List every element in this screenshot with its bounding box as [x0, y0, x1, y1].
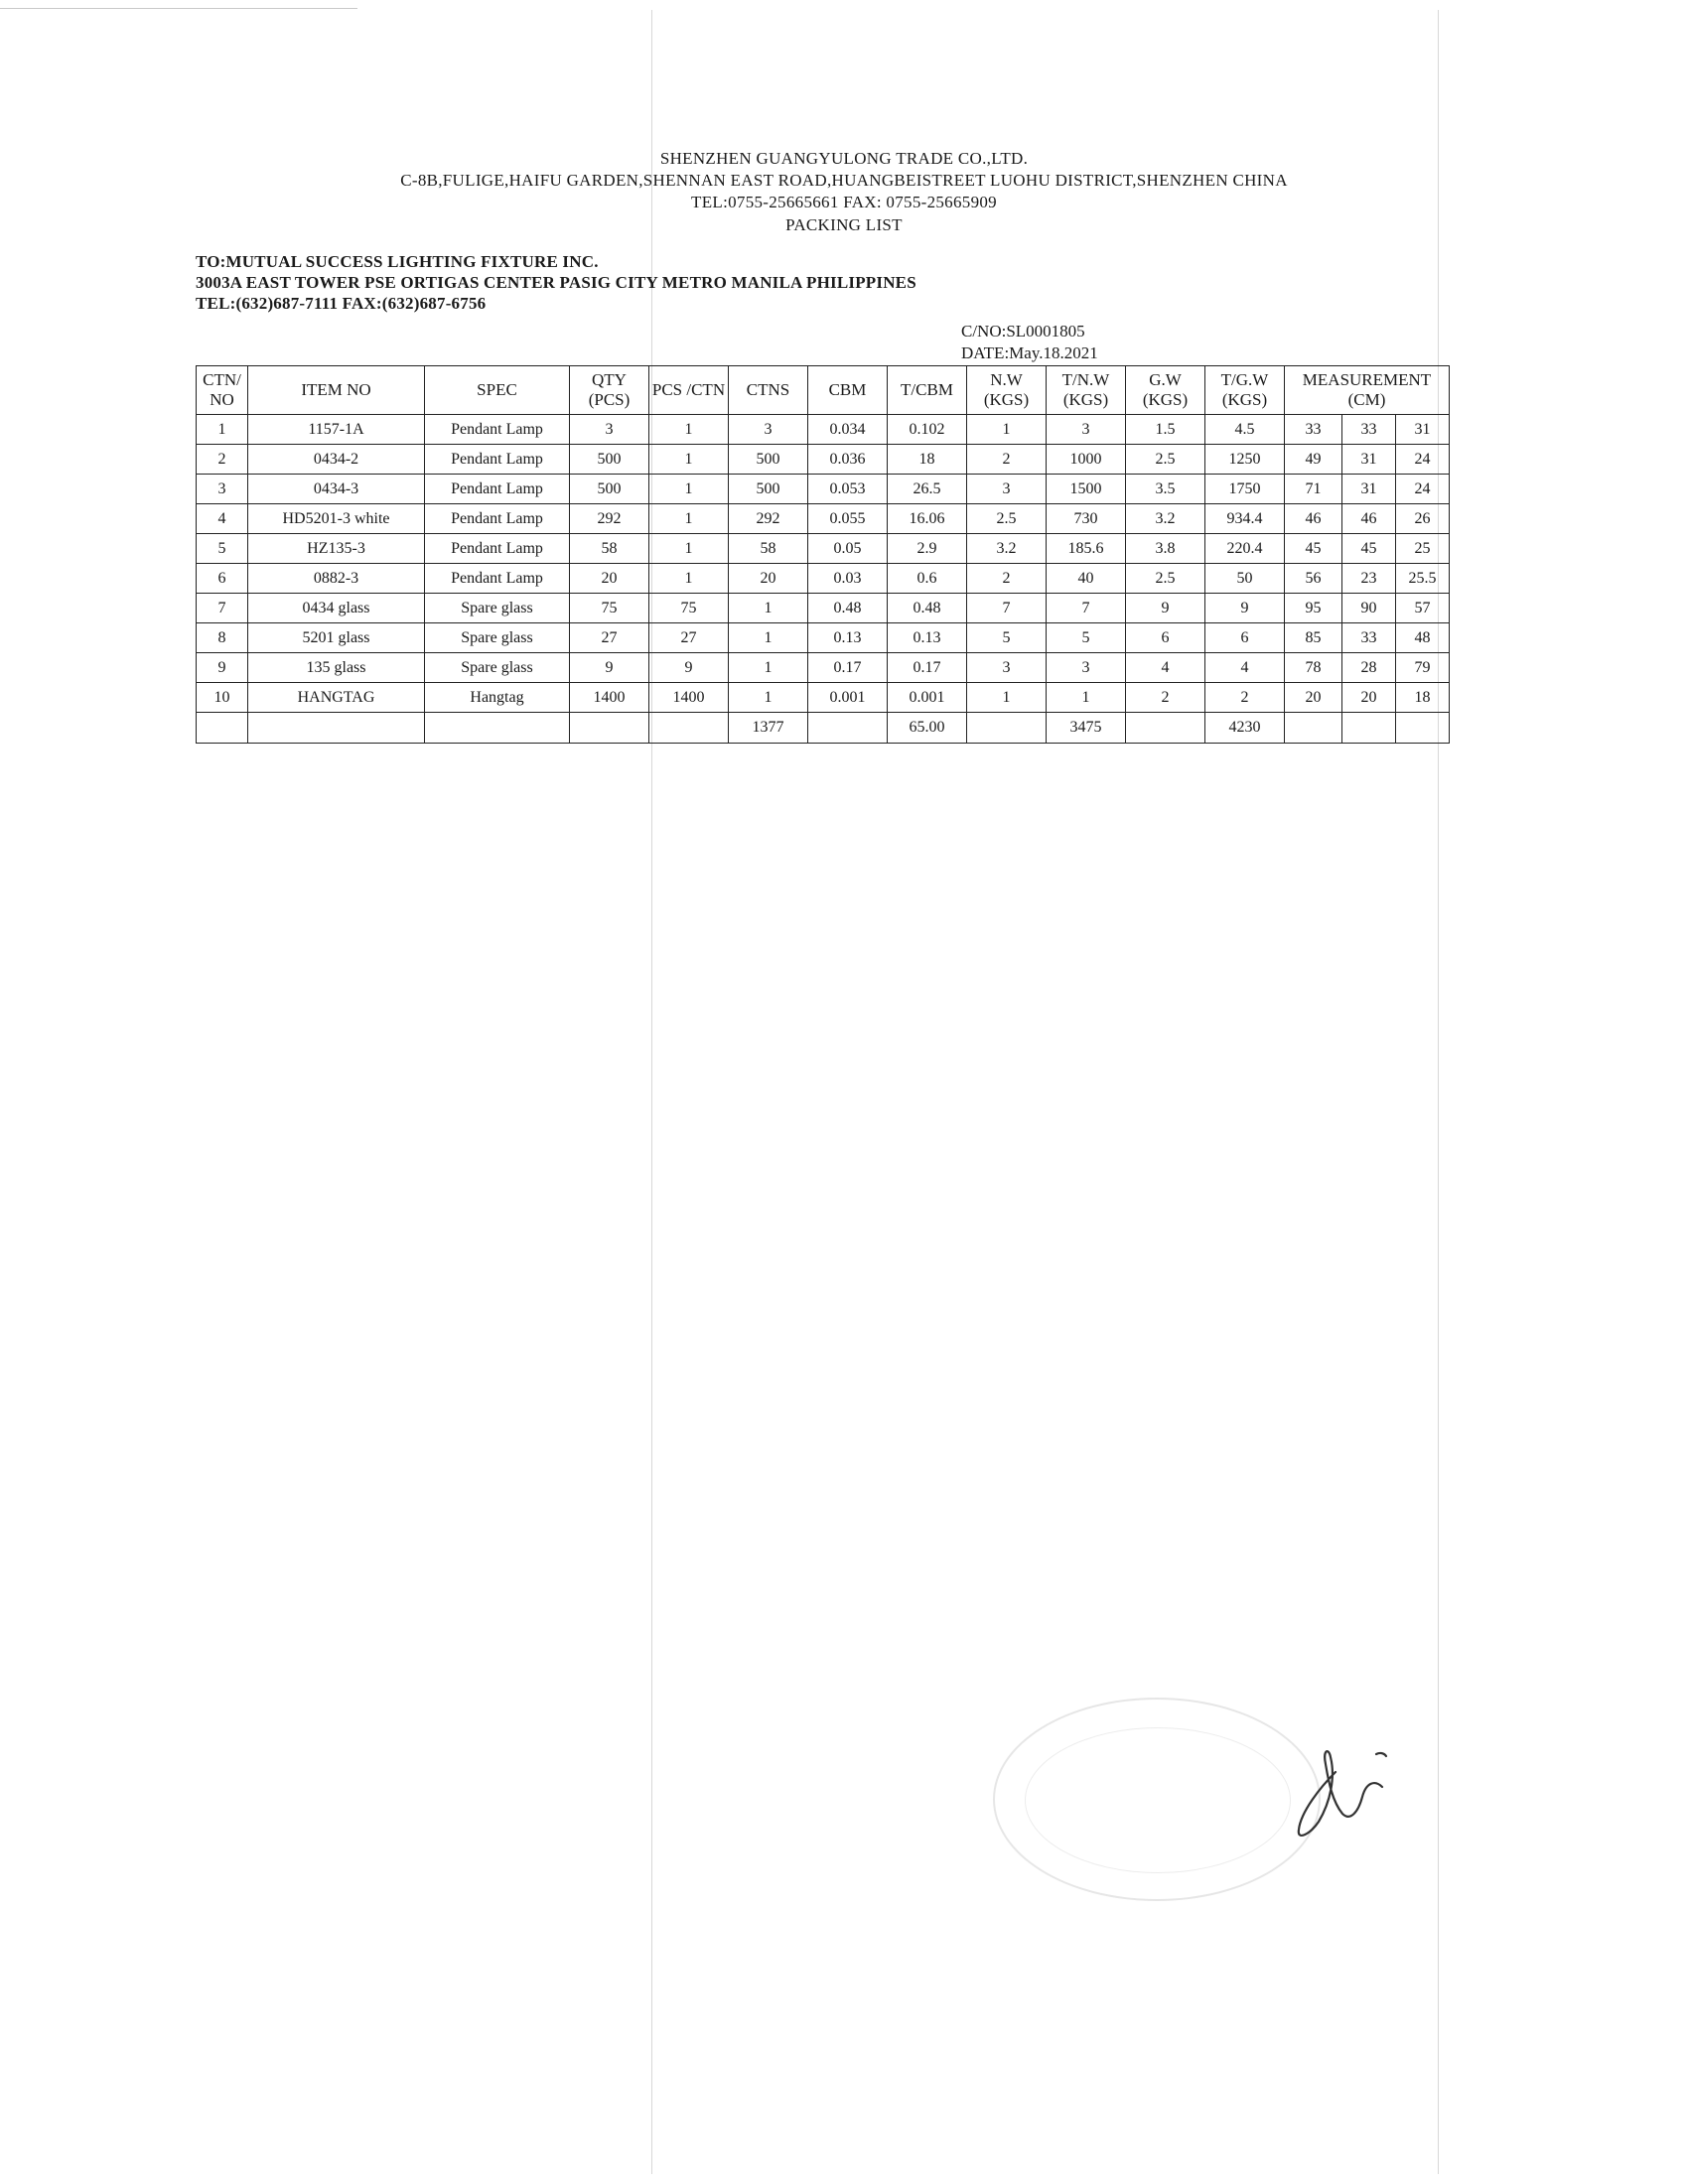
cell-spec: Pendant Lamp	[425, 534, 570, 564]
cell-empty	[570, 713, 649, 744]
column-header: CTNS	[729, 366, 808, 415]
cell-width: 33	[1342, 623, 1396, 653]
cell-width: 33	[1342, 415, 1396, 445]
cell-height: 24	[1396, 445, 1450, 475]
cell-ctns: 58	[729, 534, 808, 564]
cell-pcs-ctn: 1400	[649, 683, 729, 713]
cell-t-nw: 40	[1047, 564, 1126, 594]
column-header: G.W (KGS)	[1126, 366, 1205, 415]
cell-height: 24	[1396, 475, 1450, 504]
table-row	[197, 475, 1450, 504]
cell-t-cbm: 16.06	[888, 504, 967, 534]
cell-t-nw: 7	[1047, 594, 1126, 623]
table-row	[197, 623, 1450, 653]
cell-height: 26	[1396, 504, 1450, 534]
cell-item-no: HD5201-3 white	[248, 504, 425, 534]
cell-empty	[1396, 713, 1450, 744]
document-title: PACKING LIST	[785, 215, 903, 234]
table-row	[197, 653, 1450, 683]
cell-length: 85	[1285, 623, 1342, 653]
cell-pcs-ctn: 75	[649, 594, 729, 623]
cell-qty: 58	[570, 534, 649, 564]
cell-t-cbm: 0.102	[888, 415, 967, 445]
cell-length: 20	[1285, 683, 1342, 713]
cell-nw: 2	[967, 564, 1047, 594]
totals-row	[197, 713, 1450, 744]
cell-t-nw: 1	[1047, 683, 1126, 713]
cell-length: 56	[1285, 564, 1342, 594]
cell-empty	[808, 713, 888, 744]
seal-inner-ring	[1025, 1727, 1291, 1873]
column-header: T/N.W (KGS)	[1047, 366, 1126, 415]
cell-pcs-ctn: 1	[649, 534, 729, 564]
cell-empty	[1126, 713, 1205, 744]
cell-spec: Pendant Lamp	[425, 504, 570, 534]
column-header: ITEM NO	[248, 366, 425, 415]
cell-ctns: 3	[729, 415, 808, 445]
cell-qty: 1400	[570, 683, 649, 713]
cell-cbm: 0.055	[808, 504, 888, 534]
cell-ctns: 500	[729, 445, 808, 475]
cell-qty: 500	[570, 475, 649, 504]
cell-t-nw: 3	[1047, 415, 1126, 445]
column-header: CBM	[808, 366, 888, 415]
cell-t-nw: 730	[1047, 504, 1126, 534]
cell-length: 95	[1285, 594, 1342, 623]
cell-gw: 4	[1126, 653, 1205, 683]
cell-item-no: HZ135-3	[248, 534, 425, 564]
cell-nw: 3	[967, 653, 1047, 683]
cell-spec: Spare glass	[425, 653, 570, 683]
cell-pcs-ctn: 1	[649, 445, 729, 475]
cell-item-no: 0434-2	[248, 445, 425, 475]
cell-ctns: 1	[729, 594, 808, 623]
column-header: T/CBM	[888, 366, 967, 415]
cell-cbm: 0.17	[808, 653, 888, 683]
cell-spec: Spare glass	[425, 623, 570, 653]
total-ctns: 1377	[729, 713, 808, 744]
cell-t-gw: 6	[1205, 623, 1285, 653]
cell-t-gw: 4	[1205, 653, 1285, 683]
cell-pcs-ctn: 1	[649, 475, 729, 504]
cell-t-gw: 220.4	[1205, 534, 1285, 564]
scan-edge-line	[0, 8, 357, 9]
document-date: DATE:May.18.2021	[961, 343, 1098, 362]
cell-gw: 3.5	[1126, 475, 1205, 504]
cell-width: 46	[1342, 504, 1396, 534]
cell-gw: 3.8	[1126, 534, 1205, 564]
cell-width: 23	[1342, 564, 1396, 594]
cell-t-nw: 1500	[1047, 475, 1126, 504]
column-header: PCS /CTN	[649, 366, 729, 415]
cell-pcs-ctn: 27	[649, 623, 729, 653]
cell-ctns: 1	[729, 623, 808, 653]
cell-width: 20	[1342, 683, 1396, 713]
cell-empty	[967, 713, 1047, 744]
total-t-gw: 4230	[1205, 713, 1285, 744]
cell-item-no: 5201 glass	[248, 623, 425, 653]
cell-empty	[1285, 713, 1342, 744]
cell-qty: 27	[570, 623, 649, 653]
cell-spec: Hangtag	[425, 683, 570, 713]
cell-ctn-no: 9	[197, 653, 248, 683]
cell-width: 28	[1342, 653, 1396, 683]
company-name: SHENZHEN GUANGYULONG TRADE CO.,LTD.	[659, 149, 1029, 168]
column-header: QTY (PCS)	[570, 366, 649, 415]
cell-empty	[248, 713, 425, 744]
cell-length: 49	[1285, 445, 1342, 475]
cell-item-no: 135 glass	[248, 653, 425, 683]
recipient-contact: TEL:(632)687-7111 FAX:(632)687-6756	[196, 294, 487, 313]
cell-height: 31	[1396, 415, 1450, 445]
cell-t-gw: 9	[1205, 594, 1285, 623]
cell-t-nw: 3	[1047, 653, 1126, 683]
table-row	[197, 445, 1450, 475]
cell-t-cbm: 0.6	[888, 564, 967, 594]
cell-nw: 7	[967, 594, 1047, 623]
cell-pcs-ctn: 9	[649, 653, 729, 683]
table-header-row	[197, 366, 1450, 415]
carton-number: C/NO:SL0001805	[961, 322, 1085, 341]
cell-pcs-ctn: 1	[649, 504, 729, 534]
column-header: MEASUREMENT (CM)	[1285, 366, 1450, 415]
cell-t-gw: 4.5	[1205, 415, 1285, 445]
cell-width: 90	[1342, 594, 1396, 623]
table-row	[197, 683, 1450, 713]
cell-cbm: 0.034	[808, 415, 888, 445]
cell-qty: 9	[570, 653, 649, 683]
cell-ctns: 20	[729, 564, 808, 594]
cell-cbm: 0.13	[808, 623, 888, 653]
cell-spec: Pendant Lamp	[425, 415, 570, 445]
reference-block	[961, 321, 1098, 364]
cell-pcs-ctn: 1	[649, 564, 729, 594]
cell-cbm: 0.05	[808, 534, 888, 564]
cell-qty: 292	[570, 504, 649, 534]
cell-height: 18	[1396, 683, 1450, 713]
column-header: SPEC	[425, 366, 570, 415]
cell-ctn-no: 7	[197, 594, 248, 623]
cell-spec: Pendant Lamp	[425, 564, 570, 594]
company-contact: TEL:0755-25665661 FAX: 0755-25665909	[691, 193, 997, 211]
cell-spec: Pendant Lamp	[425, 445, 570, 475]
recipient-block	[196, 251, 916, 314]
cell-gw: 2.5	[1126, 445, 1205, 475]
cell-ctns: 1	[729, 653, 808, 683]
handwritten-signature-icon	[1281, 1742, 1400, 1851]
cell-gw: 6	[1126, 623, 1205, 653]
table-row	[197, 564, 1450, 594]
cell-item-no: 0434-3	[248, 475, 425, 504]
cell-spec: Spare glass	[425, 594, 570, 623]
cell-empty	[425, 713, 570, 744]
cell-ctn-no: 5	[197, 534, 248, 564]
cell-length: 45	[1285, 534, 1342, 564]
cell-gw: 9	[1126, 594, 1205, 623]
cell-t-cbm: 2.9	[888, 534, 967, 564]
cell-nw: 1	[967, 683, 1047, 713]
cell-height: 25	[1396, 534, 1450, 564]
cell-cbm: 0.053	[808, 475, 888, 504]
cell-nw: 2.5	[967, 504, 1047, 534]
recipient-address: 3003A EAST TOWER PSE ORTIGAS CENTER PASIG CITY METRO MANILA PHILIPPINES	[196, 273, 916, 292]
cell-t-gw: 934.4	[1205, 504, 1285, 534]
cell-gw: 2	[1126, 683, 1205, 713]
cell-ctn-no: 8	[197, 623, 248, 653]
cell-qty: 75	[570, 594, 649, 623]
cell-cbm: 0.036	[808, 445, 888, 475]
cell-empty	[649, 713, 729, 744]
cell-length: 33	[1285, 415, 1342, 445]
cell-spec: Pendant Lamp	[425, 475, 570, 504]
cell-height: 57	[1396, 594, 1450, 623]
table-row	[197, 415, 1450, 445]
cell-gw: 1.5	[1126, 415, 1205, 445]
cell-gw: 3.2	[1126, 504, 1205, 534]
table-row	[197, 504, 1450, 534]
cell-length: 71	[1285, 475, 1342, 504]
cell-width: 31	[1342, 445, 1396, 475]
cell-t-cbm: 18	[888, 445, 967, 475]
cell-nw: 2	[967, 445, 1047, 475]
table-row	[197, 534, 1450, 564]
cell-qty: 3	[570, 415, 649, 445]
cell-ctns: 500	[729, 475, 808, 504]
cell-nw: 1	[967, 415, 1047, 445]
company-address: C-8B,FULIGE,HAIFU GARDEN,SHENNAN EAST ROAD,HUANGBEISTREET LUOHU DISTRICT,SHENZHEN CHINA	[400, 171, 1288, 190]
cell-height: 79	[1396, 653, 1450, 683]
cell-width: 45	[1342, 534, 1396, 564]
cell-t-cbm: 0.17	[888, 653, 967, 683]
cell-ctns: 1	[729, 683, 808, 713]
column-header: N.W (KGS)	[967, 366, 1047, 415]
cell-t-nw: 5	[1047, 623, 1126, 653]
packing-list-table	[196, 365, 1450, 744]
cell-length: 78	[1285, 653, 1342, 683]
cell-t-cbm: 0.13	[888, 623, 967, 653]
cell-item-no: 1157-1A	[248, 415, 425, 445]
total-t-nw: 3475	[1047, 713, 1126, 744]
cell-height: 48	[1396, 623, 1450, 653]
cell-ctns: 292	[729, 504, 808, 534]
cell-t-gw: 2	[1205, 683, 1285, 713]
cell-t-cbm: 26.5	[888, 475, 967, 504]
cell-length: 46	[1285, 504, 1342, 534]
cell-t-gw: 1250	[1205, 445, 1285, 475]
cell-nw: 3	[967, 475, 1047, 504]
cell-item-no: 0882-3	[248, 564, 425, 594]
cell-cbm: 0.48	[808, 594, 888, 623]
cell-ctn-no: 1	[197, 415, 248, 445]
cell-t-nw: 185.6	[1047, 534, 1126, 564]
cell-ctn-no: 3	[197, 475, 248, 504]
cell-t-gw: 1750	[1205, 475, 1285, 504]
cell-cbm: 0.03	[808, 564, 888, 594]
cell-ctn-no: 10	[197, 683, 248, 713]
cell-nw: 3.2	[967, 534, 1047, 564]
cell-pcs-ctn: 1	[649, 415, 729, 445]
cell-gw: 2.5	[1126, 564, 1205, 594]
column-header: T/G.W (KGS)	[1205, 366, 1285, 415]
total-t-cbm: 65.00	[888, 713, 967, 744]
cell-t-gw: 50	[1205, 564, 1285, 594]
cell-qty: 20	[570, 564, 649, 594]
cell-ctn-no: 4	[197, 504, 248, 534]
cell-width: 31	[1342, 475, 1396, 504]
cell-item-no: 0434 glass	[248, 594, 425, 623]
recipient-name: TO:MUTUAL SUCCESS LIGHTING FIXTURE INC.	[196, 252, 599, 271]
cell-t-cbm: 0.48	[888, 594, 967, 623]
cell-item-no: HANGTAG	[248, 683, 425, 713]
table-row	[197, 594, 1450, 623]
cell-t-cbm: 0.001	[888, 683, 967, 713]
cell-cbm: 0.001	[808, 683, 888, 713]
cell-empty	[1342, 713, 1396, 744]
cell-empty	[197, 713, 248, 744]
cell-nw: 5	[967, 623, 1047, 653]
column-header: CTN/ NO	[197, 366, 248, 415]
cell-t-nw: 1000	[1047, 445, 1126, 475]
cell-ctn-no: 2	[197, 445, 248, 475]
company-seal-icon	[993, 1698, 1321, 1901]
scan-fold-line	[651, 10, 652, 2174]
cell-qty: 500	[570, 445, 649, 475]
cell-height: 25.5	[1396, 564, 1450, 594]
cell-ctn-no: 6	[197, 564, 248, 594]
scan-fold-line	[1438, 10, 1439, 2174]
